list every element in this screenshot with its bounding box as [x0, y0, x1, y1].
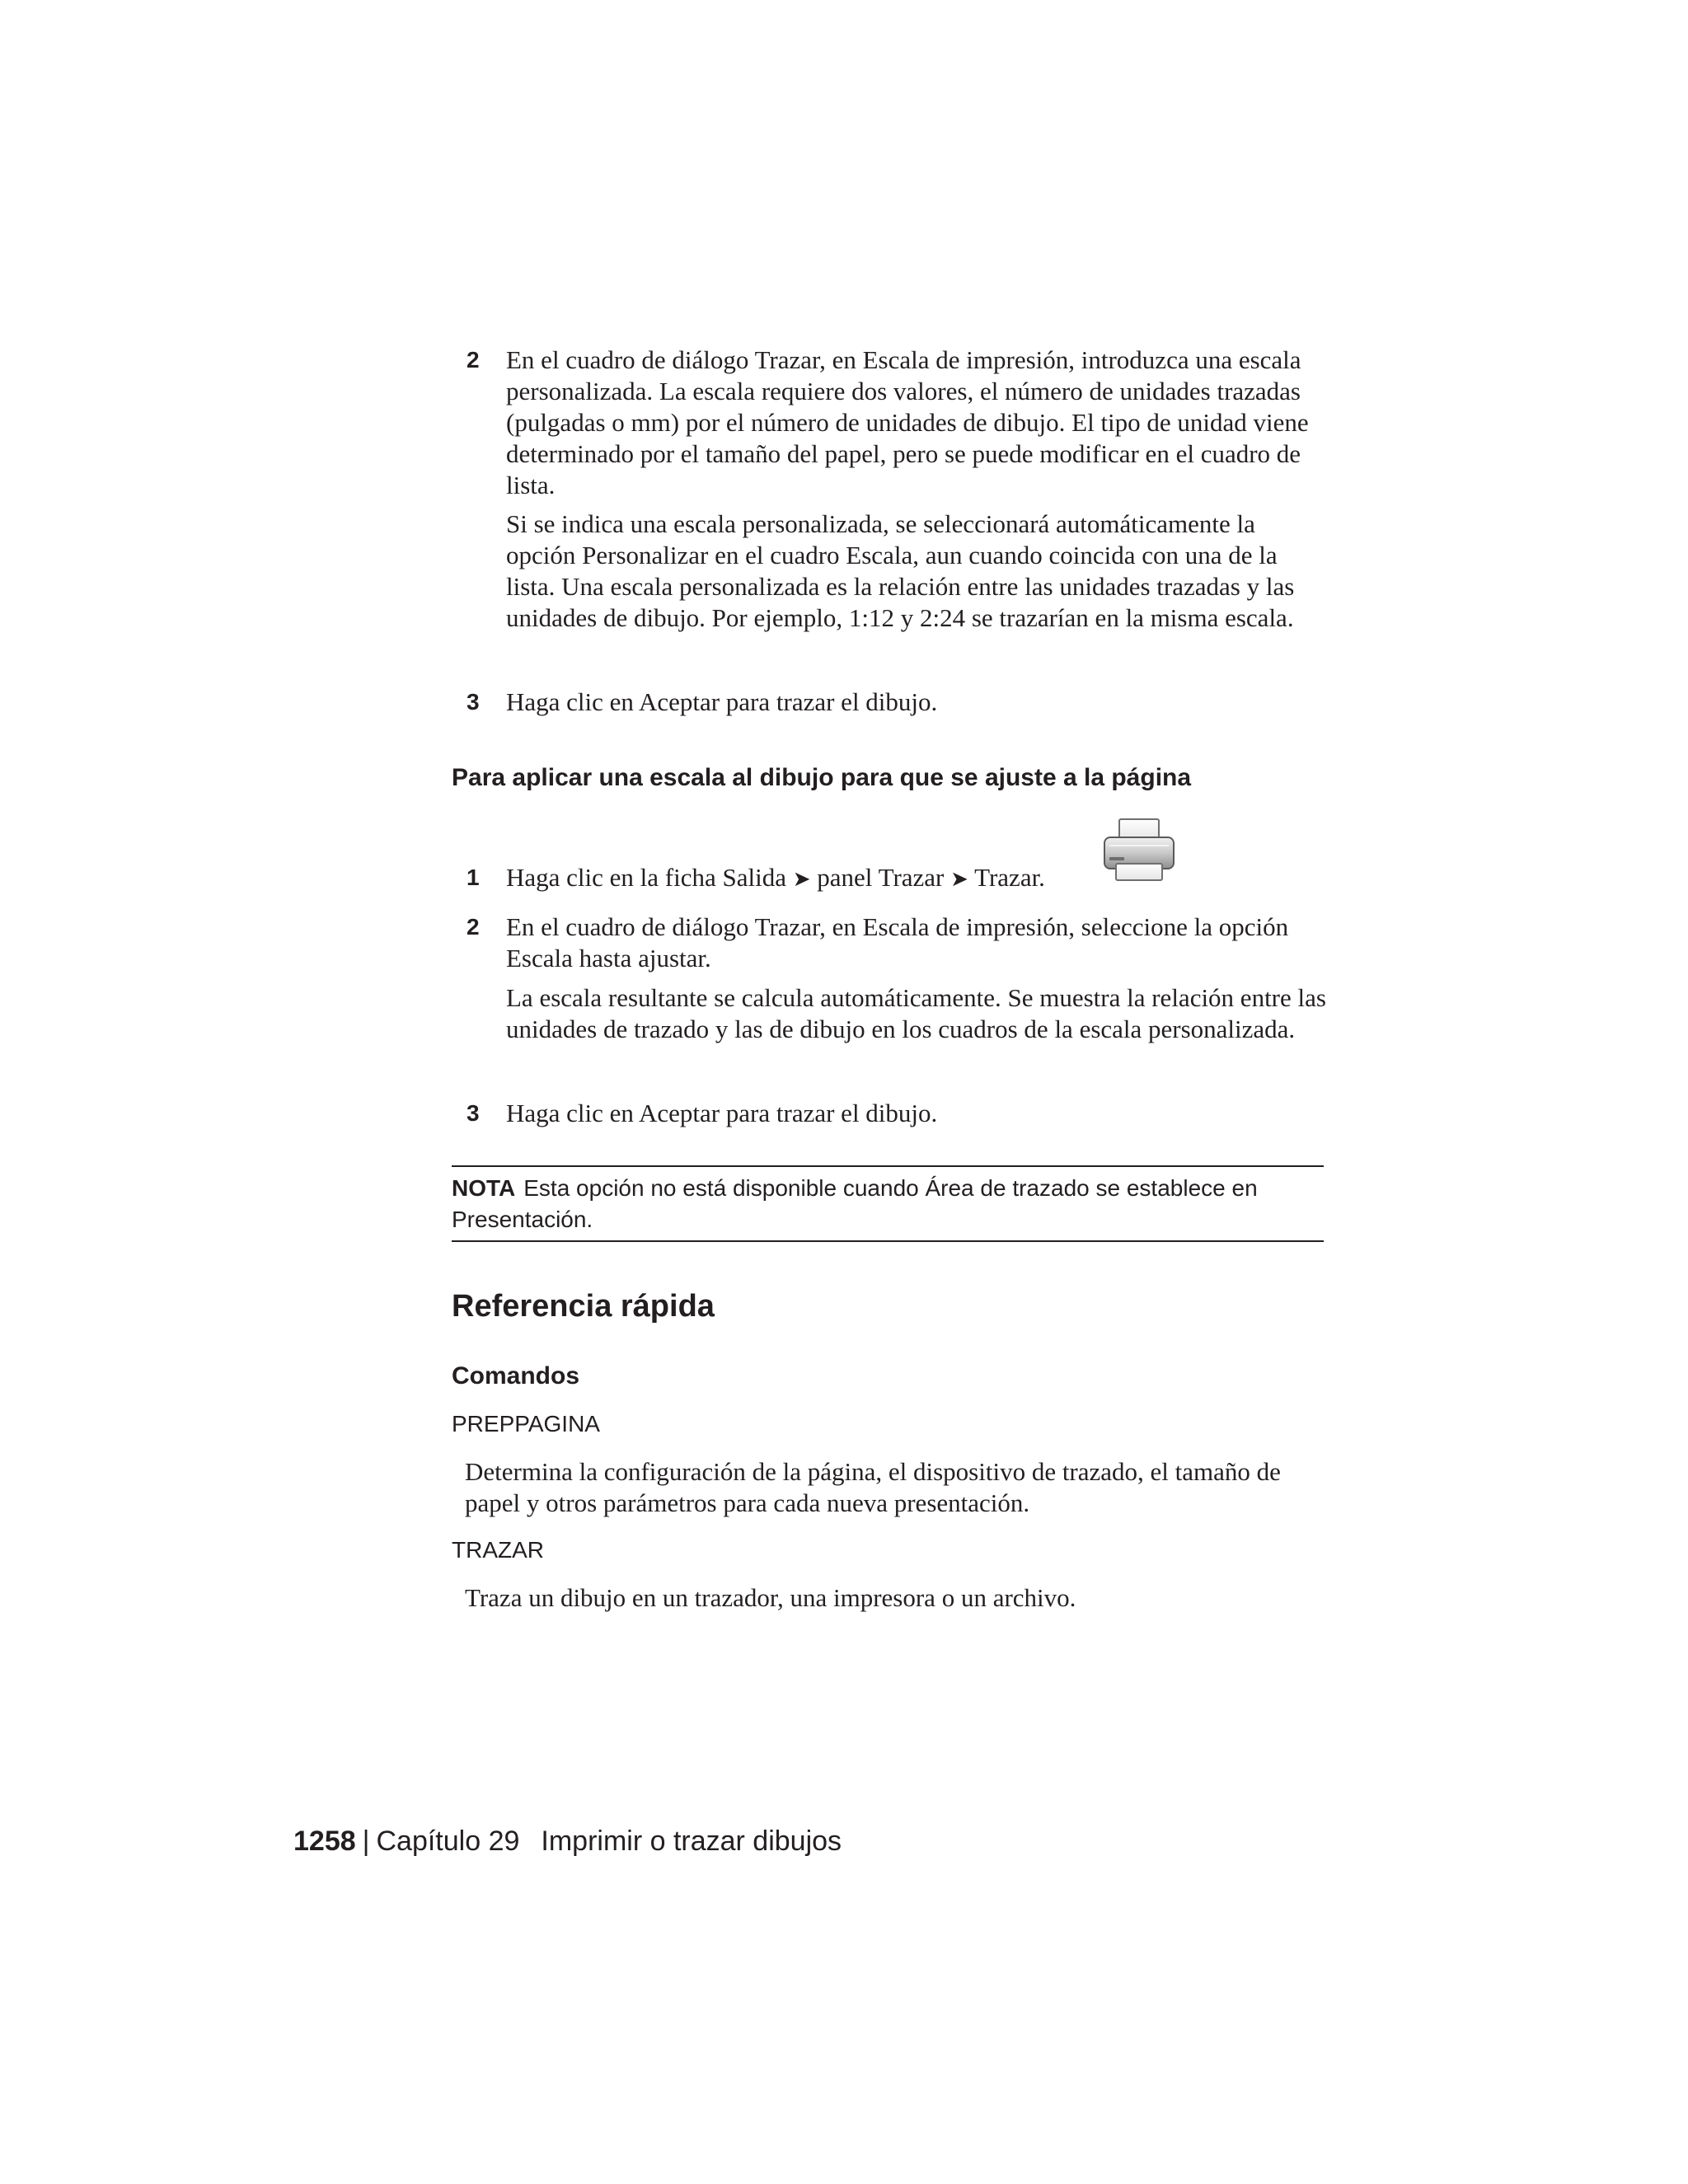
- command-description: Traza un dibujo en un trazador, una impresora o un archivo.: [465, 1583, 1076, 1612]
- arrow-right-icon: ➤: [950, 867, 968, 892]
- step-number: 1: [467, 865, 480, 890]
- quick-reference-heading: Referencia rápida: [452, 1289, 715, 1324]
- arrow-right-icon: ➤: [792, 867, 811, 892]
- chapter-label: Capítulo 29: [376, 1825, 520, 1857]
- step-text: Haga clic en Aceptar para trazar el dibujo.: [506, 687, 938, 716]
- step-number: 3: [467, 689, 480, 715]
- step-2-fit-to-paper-detail: La escala resultante se calcula automáticamente. Se muestra la relación entre las unidades de trazado y las de dibujo en los cuadros de la escala personalizada.: [506, 983, 1326, 1043]
- step-text: Haga clic en Aceptar para trazar el dibujo.: [506, 1099, 938, 1127]
- command-name: PREPPAGINA: [452, 1411, 600, 1436]
- page-number: 1258: [293, 1825, 356, 1857]
- step-text: [506, 862, 1330, 895]
- chapter-title: Imprimir o trazar dibujos: [541, 1825, 842, 1857]
- note-label: NOTA: [452, 1175, 516, 1201]
- step-number: 3: [467, 1100, 480, 1126]
- printer-icon: [1101, 816, 1177, 885]
- note-top-rule: [452, 1165, 1324, 1167]
- step-number: 2: [467, 347, 480, 373]
- command-name: TRAZAR: [452, 1537, 544, 1563]
- procedure-heading: Para aplicar una escala al dibujo para que se ajuste a la página: [452, 764, 1192, 791]
- note-text: Esta opción no está disponible cuando Área de trazado se establece en Presentación.: [452, 1175, 1258, 1232]
- commands-heading: Comandos: [452, 1362, 580, 1390]
- ribbon-command-text: Trazar.: [974, 863, 1045, 892]
- step-number: 2: [467, 914, 480, 940]
- footer-separator: |: [362, 1825, 370, 1857]
- step-text: En el cuadro de diálogo Trazar, en Escala de impresión, seleccione la opción Escala hasta ajustar.: [506, 912, 1289, 972]
- page-footer: [293, 1823, 842, 1859]
- note: [452, 1173, 1324, 1235]
- step-2-custom-scale-detail: Si se indica una escala personalizada, se seleccionará automáticamente la opción Personalizar en el cuadro Escala, aun cuando coincida con una de la lista. Una escala personalizada es la relación entre las unidades trazadas y las unidades de dibujo. Por ejemplo, 1:12 y 2:24 se trazarían en la misma escala.: [506, 509, 1295, 632]
- ribbon-tab-text: Haga clic en la ficha Salida: [506, 863, 786, 892]
- ribbon-panel-text: panel Trazar: [817, 863, 945, 892]
- step-text: En el cuadro de diálogo Trazar, en Escala de impresión, introduzca una escala personalizada. La escala requiere dos valores, el número de unidades trazadas (pulgadas o mm) por el número de unidades de dibujo. El tipo de unidad viene determinado por el tamaño del papel, pero se puede modificar en el cuadro de lista.: [506, 345, 1309, 499]
- note-bottom-rule: [452, 1240, 1324, 1242]
- command-description: Determina la configuración de la página, el dispositivo de trazado, el tamaño de papel y otros parámetros para cada nueva presentación.: [465, 1457, 1281, 1517]
